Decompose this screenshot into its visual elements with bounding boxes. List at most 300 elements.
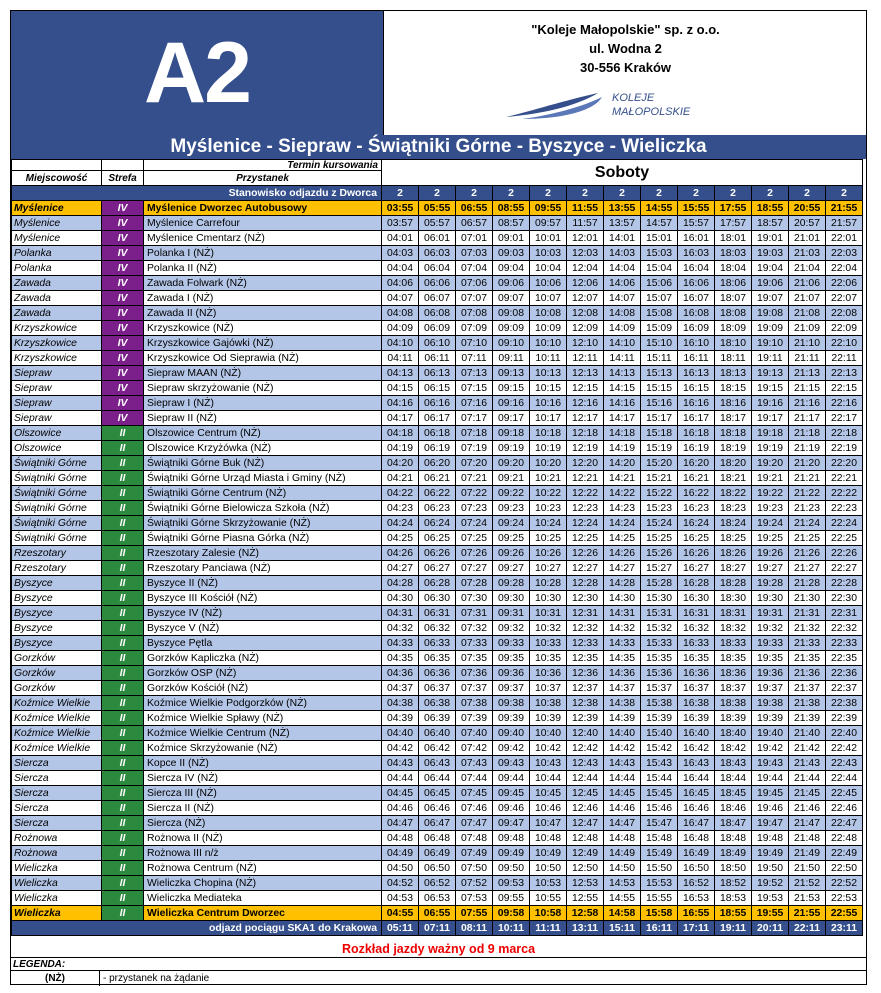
departure-time: 04:09 bbox=[382, 321, 419, 336]
departure-time: 09:55 bbox=[530, 201, 567, 216]
departure-time: 18:46 bbox=[715, 801, 752, 816]
departure-time: 14:58 bbox=[604, 906, 641, 921]
departure-time: 21:44 bbox=[789, 771, 826, 786]
col-town-header: Miejscowość bbox=[12, 171, 102, 186]
departure-time: 12:47 bbox=[567, 816, 604, 831]
departure-time: 22:37 bbox=[826, 681, 863, 696]
departure-time: 21:43 bbox=[789, 756, 826, 771]
timetable-row bbox=[12, 651, 863, 666]
departure-time: 15:04 bbox=[641, 261, 678, 276]
departure-time: 06:53 bbox=[419, 891, 456, 906]
departure-time: 21:10 bbox=[789, 336, 826, 351]
departure-time: 14:18 bbox=[604, 426, 641, 441]
timetable-row bbox=[12, 801, 863, 816]
departure-time: 04:39 bbox=[382, 711, 419, 726]
departure-time: 10:49 bbox=[530, 846, 567, 861]
departure-time: 21:07 bbox=[789, 291, 826, 306]
departure-time: 14:42 bbox=[604, 741, 641, 756]
departure-time: 06:35 bbox=[419, 651, 456, 666]
town-cell: Koźmice Wielkie bbox=[12, 726, 102, 741]
departure-time: 12:46 bbox=[567, 801, 604, 816]
departure-time: 16:52 bbox=[678, 876, 715, 891]
zone-cell: II bbox=[102, 441, 144, 456]
timetable-row bbox=[12, 246, 863, 261]
departure-time: 04:15 bbox=[382, 381, 419, 396]
departure-time: 12:26 bbox=[567, 546, 604, 561]
zone-cell: II bbox=[102, 876, 144, 891]
departure-time: 18:04 bbox=[715, 261, 752, 276]
departure-time: 16:03 bbox=[678, 246, 715, 261]
departure-time: 15:40 bbox=[641, 726, 678, 741]
zone-cell: II bbox=[102, 651, 144, 666]
departure-time: 16:33 bbox=[678, 636, 715, 651]
departure-time: 07:38 bbox=[456, 696, 493, 711]
departure-time: 12:07 bbox=[567, 291, 604, 306]
zone-cell: II bbox=[102, 681, 144, 696]
departure-time: 07:13 bbox=[456, 366, 493, 381]
departure-time: 05:55 bbox=[419, 201, 456, 216]
departure-time: 16:32 bbox=[678, 621, 715, 636]
departure-time: 15:25 bbox=[641, 531, 678, 546]
zone-cell: II bbox=[102, 711, 144, 726]
timetable-row bbox=[12, 711, 863, 726]
train-departure-time: 17:11 bbox=[678, 921, 715, 936]
departure-time: 04:45 bbox=[382, 786, 419, 801]
stop-cell: Świątniki Górne Urząd Miasta i Gminy (NŻ) bbox=[144, 471, 382, 486]
town-cell: Zawada bbox=[12, 306, 102, 321]
timetable-row bbox=[12, 441, 863, 456]
departure-time: 16:18 bbox=[678, 426, 715, 441]
departure-time: 10:20 bbox=[530, 456, 567, 471]
departure-time: 10:43 bbox=[530, 756, 567, 771]
departure-time: 10:38 bbox=[530, 696, 567, 711]
departure-time: 21:52 bbox=[789, 876, 826, 891]
departure-time: 06:55 bbox=[456, 201, 493, 216]
departure-time: 22:24 bbox=[826, 516, 863, 531]
departure-time: 18:55 bbox=[715, 906, 752, 921]
departure-time: 16:37 bbox=[678, 681, 715, 696]
departure-time: 19:39 bbox=[752, 711, 789, 726]
departure-time: 16:26 bbox=[678, 546, 715, 561]
departure-time: 12:22 bbox=[567, 486, 604, 501]
town-cell: Siercza bbox=[12, 786, 102, 801]
departure-time: 21:20 bbox=[789, 456, 826, 471]
departure-time: 18:35 bbox=[715, 651, 752, 666]
departure-time: 14:30 bbox=[604, 591, 641, 606]
departure-time: 04:01 bbox=[382, 231, 419, 246]
departure-time: 21:27 bbox=[789, 561, 826, 576]
departure-time: 22:28 bbox=[826, 576, 863, 591]
departure-time: 06:19 bbox=[419, 441, 456, 456]
departure-time: 11:57 bbox=[567, 216, 604, 231]
departure-time: 15:18 bbox=[641, 426, 678, 441]
town-cell: Wieliczka bbox=[12, 891, 102, 906]
departure-time: 15:38 bbox=[641, 696, 678, 711]
town-cell: Krzyszkowice bbox=[12, 336, 102, 351]
departure-time: 04:48 bbox=[382, 831, 419, 846]
departure-time: 06:25 bbox=[419, 531, 456, 546]
stop-cell: Polanka I (NŻ) bbox=[144, 246, 382, 261]
departure-time: 10:46 bbox=[530, 801, 567, 816]
departure-time: 10:40 bbox=[530, 726, 567, 741]
departure-time: 06:37 bbox=[419, 681, 456, 696]
departure-time: 18:13 bbox=[715, 366, 752, 381]
timetable-row bbox=[12, 516, 863, 531]
departure-time: 14:35 bbox=[604, 651, 641, 666]
departure-time: 12:01 bbox=[567, 231, 604, 246]
town-cell: Gorzków bbox=[12, 651, 102, 666]
departure-time: 21:13 bbox=[789, 366, 826, 381]
zone-cell: IV bbox=[102, 366, 144, 381]
town-cell: Myślenice bbox=[12, 231, 102, 246]
departure-time: 04:49 bbox=[382, 846, 419, 861]
town-cell: Rożnowa bbox=[12, 831, 102, 846]
departure-time: 06:43 bbox=[419, 756, 456, 771]
departure-time: 12:42 bbox=[567, 741, 604, 756]
departure-time: 14:43 bbox=[604, 756, 641, 771]
departure-time: 04:07 bbox=[382, 291, 419, 306]
departure-time: 10:39 bbox=[530, 711, 567, 726]
departure-time: 12:30 bbox=[567, 591, 604, 606]
departure-time: 18:47 bbox=[715, 816, 752, 831]
departure-time: 04:35 bbox=[382, 651, 419, 666]
timetable-row bbox=[12, 786, 863, 801]
departure-time: 16:44 bbox=[678, 771, 715, 786]
departure-time: 15:28 bbox=[641, 576, 678, 591]
departure-time: 14:46 bbox=[604, 801, 641, 816]
departure-time: 21:49 bbox=[789, 846, 826, 861]
departure-time: 09:16 bbox=[493, 396, 530, 411]
zone-cell: II bbox=[102, 576, 144, 591]
departure-time: 18:16 bbox=[715, 396, 752, 411]
timetable-row bbox=[12, 231, 863, 246]
departure-time: 22:44 bbox=[826, 771, 863, 786]
departure-time: 04:36 bbox=[382, 666, 419, 681]
departure-time: 15:19 bbox=[641, 441, 678, 456]
departure-time: 15:57 bbox=[678, 216, 715, 231]
departure-time: 15:39 bbox=[641, 711, 678, 726]
departure-time: 07:33 bbox=[456, 636, 493, 651]
departure-time: 04:52 bbox=[382, 876, 419, 891]
departure-time: 22:36 bbox=[826, 666, 863, 681]
timetable-row bbox=[12, 846, 863, 861]
departure-time: 09:44 bbox=[493, 771, 530, 786]
train-departure-time: 23:11 bbox=[826, 921, 863, 936]
zone-cell: II bbox=[102, 546, 144, 561]
departure-time: 21:36 bbox=[789, 666, 826, 681]
zone-cell: IV bbox=[102, 381, 144, 396]
departure-time: 14:38 bbox=[604, 696, 641, 711]
departure-time: 22:16 bbox=[826, 396, 863, 411]
town-cell: Krzyszkowice bbox=[12, 321, 102, 336]
platform-number: 2 bbox=[456, 186, 493, 201]
town-cell: Byszyce bbox=[12, 576, 102, 591]
departure-time: 04:03 bbox=[382, 246, 419, 261]
departure-time: 09:37 bbox=[493, 681, 530, 696]
departure-time: 19:27 bbox=[752, 561, 789, 576]
departure-time: 06:47 bbox=[419, 816, 456, 831]
departure-time: 10:28 bbox=[530, 576, 567, 591]
departure-time: 22:40 bbox=[826, 726, 863, 741]
departure-time: 12:40 bbox=[567, 726, 604, 741]
departure-time: 04:31 bbox=[382, 606, 419, 621]
departure-time: 14:13 bbox=[604, 366, 641, 381]
departure-time: 07:55 bbox=[456, 906, 493, 921]
stop-cell: Wieliczka Mediateka bbox=[144, 891, 382, 906]
departure-time: 12:04 bbox=[567, 261, 604, 276]
zone-cell: IV bbox=[102, 261, 144, 276]
departure-time: 12:31 bbox=[567, 606, 604, 621]
departure-time: 21:47 bbox=[789, 816, 826, 831]
zone-cell: IV bbox=[102, 216, 144, 231]
departure-time: 14:25 bbox=[604, 531, 641, 546]
departure-time: 14:36 bbox=[604, 666, 641, 681]
timetable-page bbox=[10, 10, 867, 985]
departure-time: 07:23 bbox=[456, 501, 493, 516]
departure-time: 15:31 bbox=[641, 606, 678, 621]
departure-time: 16:20 bbox=[678, 456, 715, 471]
departure-time: 14:22 bbox=[604, 486, 641, 501]
departure-time: 07:03 bbox=[456, 246, 493, 261]
town-cell: Świątniki Górne bbox=[12, 501, 102, 516]
town-cell: Olszowice bbox=[12, 441, 102, 456]
company-panel bbox=[383, 11, 867, 135]
departure-time: 15:08 bbox=[641, 306, 678, 321]
departure-time: 16:35 bbox=[678, 651, 715, 666]
departure-time: 19:03 bbox=[752, 246, 789, 261]
departure-time: 04:40 bbox=[382, 726, 419, 741]
departure-time: 21:31 bbox=[789, 606, 826, 621]
koleje-malopolskie-logo bbox=[502, 83, 722, 127]
company-city: 30-556 Kraków bbox=[579, 60, 672, 75]
departure-time: 18:49 bbox=[715, 846, 752, 861]
departure-time: 14:11 bbox=[604, 351, 641, 366]
departure-time: 14:47 bbox=[604, 816, 641, 831]
departure-time: 06:36 bbox=[419, 666, 456, 681]
departure-time: 15:20 bbox=[641, 456, 678, 471]
day-type: Soboty bbox=[382, 160, 863, 186]
departure-time: 12:33 bbox=[567, 636, 604, 651]
departure-time: 09:04 bbox=[493, 261, 530, 276]
departure-time: 06:38 bbox=[419, 696, 456, 711]
departure-time: 22:38 bbox=[826, 696, 863, 711]
departure-time: 15:11 bbox=[641, 351, 678, 366]
departure-time: 10:04 bbox=[530, 261, 567, 276]
town-cell: Wieliczka bbox=[12, 861, 102, 876]
timetable-row bbox=[12, 216, 863, 231]
departure-time: 06:24 bbox=[419, 516, 456, 531]
departure-time: 10:15 bbox=[530, 381, 567, 396]
departure-time: 18:50 bbox=[715, 861, 752, 876]
stop-cell: Gorzków OSP (NŻ) bbox=[144, 666, 382, 681]
stop-cell: Polanka II (NŻ) bbox=[144, 261, 382, 276]
departure-time: 06:48 bbox=[419, 831, 456, 846]
timetable-row bbox=[12, 891, 863, 906]
departure-time: 14:03 bbox=[604, 246, 641, 261]
departure-time: 19:40 bbox=[752, 726, 789, 741]
stop-cell: Siepraw skrzyżowanie (NŻ) bbox=[144, 381, 382, 396]
timetable-row bbox=[12, 696, 863, 711]
departure-time: 18:23 bbox=[715, 501, 752, 516]
zone-cell: II bbox=[102, 621, 144, 636]
departure-time: 07:10 bbox=[456, 336, 493, 351]
departure-time: 04:30 bbox=[382, 591, 419, 606]
zone-cell: II bbox=[102, 816, 144, 831]
departure-time: 18:24 bbox=[715, 516, 752, 531]
departure-time: 22:33 bbox=[826, 636, 863, 651]
departure-time: 21:30 bbox=[789, 591, 826, 606]
departure-time: 09:06 bbox=[493, 276, 530, 291]
departure-time: 21:19 bbox=[789, 441, 826, 456]
departure-time: 09:42 bbox=[493, 741, 530, 756]
departure-time: 07:15 bbox=[456, 381, 493, 396]
route-code: A2 bbox=[144, 24, 250, 121]
departure-time: 10:22 bbox=[530, 486, 567, 501]
town-cell: Zawada bbox=[12, 276, 102, 291]
timetable-row bbox=[12, 621, 863, 636]
departure-time: 14:09 bbox=[604, 321, 641, 336]
zone-cell: II bbox=[102, 741, 144, 756]
departure-time: 12:19 bbox=[567, 441, 604, 456]
departure-time: 07:06 bbox=[456, 276, 493, 291]
departure-time: 09:03 bbox=[493, 246, 530, 261]
departure-time: 07:46 bbox=[456, 801, 493, 816]
departure-time: 07:17 bbox=[456, 411, 493, 426]
departure-time: 21:25 bbox=[789, 531, 826, 546]
town-cell: Siercza bbox=[12, 771, 102, 786]
stop-cell: Byszyce V (NŻ) bbox=[144, 621, 382, 636]
departure-time: 07:27 bbox=[456, 561, 493, 576]
town-cell: Siercza bbox=[12, 801, 102, 816]
departure-time: 15:01 bbox=[641, 231, 678, 246]
departure-time: 07:01 bbox=[456, 231, 493, 246]
departure-time: 12:13 bbox=[567, 366, 604, 381]
platform-number: 2 bbox=[789, 186, 826, 201]
departure-time: 12:38 bbox=[567, 696, 604, 711]
departure-time: 04:22 bbox=[382, 486, 419, 501]
departure-time: 04:06 bbox=[382, 276, 419, 291]
departure-time: 15:10 bbox=[641, 336, 678, 351]
departure-time: 06:52 bbox=[419, 876, 456, 891]
train-departure-time: 08:11 bbox=[456, 921, 493, 936]
stop-cell: Myślenice Dworzec Autobusowy bbox=[144, 201, 382, 216]
zone-cell: II bbox=[102, 906, 144, 921]
departure-time: 22:43 bbox=[826, 756, 863, 771]
departure-time: 07:28 bbox=[456, 576, 493, 591]
departure-time: 19:15 bbox=[752, 381, 789, 396]
town-cell: Świątniki Górne bbox=[12, 486, 102, 501]
departure-time: 14:50 bbox=[604, 861, 641, 876]
departure-time: 08:55 bbox=[493, 201, 530, 216]
zone-cell: II bbox=[102, 726, 144, 741]
timetable-row bbox=[12, 306, 863, 321]
timetable-row bbox=[12, 681, 863, 696]
departure-time: 18:37 bbox=[715, 681, 752, 696]
departure-time: 04:33 bbox=[382, 636, 419, 651]
stop-cell: Krzyszkowice Od Sieprawia (NŻ) bbox=[144, 351, 382, 366]
timetable-row bbox=[12, 741, 863, 756]
stop-cell: Byszyce II (NŻ) bbox=[144, 576, 382, 591]
departure-time: 22:48 bbox=[826, 831, 863, 846]
stop-cell: Rzeszotary Zalesie (NŻ) bbox=[144, 546, 382, 561]
departure-time: 07:44 bbox=[456, 771, 493, 786]
train-departure-time: 19:11 bbox=[715, 921, 752, 936]
departure-time: 14:17 bbox=[604, 411, 641, 426]
departure-time: 14:07 bbox=[604, 291, 641, 306]
departure-time: 09:33 bbox=[493, 636, 530, 651]
departure-time: 16:53 bbox=[678, 891, 715, 906]
departure-time: 07:36 bbox=[456, 666, 493, 681]
town-cell: Siepraw bbox=[12, 366, 102, 381]
departure-time: 21:55 bbox=[789, 906, 826, 921]
departure-time: 10:55 bbox=[530, 891, 567, 906]
departure-time: 18:39 bbox=[715, 711, 752, 726]
departure-time: 07:48 bbox=[456, 831, 493, 846]
town-cell: Myślenice bbox=[12, 216, 102, 231]
departure-time: 04:28 bbox=[382, 576, 419, 591]
departure-time: 19:10 bbox=[752, 336, 789, 351]
timetable-row bbox=[12, 636, 863, 651]
timetable-row bbox=[12, 276, 863, 291]
departure-time: 22:55 bbox=[826, 906, 863, 921]
town-cell: Koźmice Wielkie bbox=[12, 696, 102, 711]
timetable-row bbox=[12, 456, 863, 471]
town-cell: Świątniki Górne bbox=[12, 516, 102, 531]
departure-time: 04:13 bbox=[382, 366, 419, 381]
departure-time: 18:52 bbox=[715, 876, 752, 891]
departure-time: 21:28 bbox=[789, 576, 826, 591]
zone-cell: IV bbox=[102, 306, 144, 321]
departure-time: 09:50 bbox=[493, 861, 530, 876]
zone-cell: II bbox=[102, 771, 144, 786]
departure-time: 21:11 bbox=[789, 351, 826, 366]
departure-time: 04:37 bbox=[382, 681, 419, 696]
departure-time: 09:49 bbox=[493, 846, 530, 861]
legend-abbr: (NŻ) bbox=[11, 971, 100, 986]
departure-time: 15:26 bbox=[641, 546, 678, 561]
departure-time: 07:08 bbox=[456, 306, 493, 321]
zone-cell: II bbox=[102, 516, 144, 531]
departure-time: 19:48 bbox=[752, 831, 789, 846]
departure-time: 12:37 bbox=[567, 681, 604, 696]
departure-time: 06:07 bbox=[419, 291, 456, 306]
departure-time: 06:21 bbox=[419, 471, 456, 486]
departure-time: 06:42 bbox=[419, 741, 456, 756]
departure-time: 07:50 bbox=[456, 861, 493, 876]
departure-time: 14:15 bbox=[604, 381, 641, 396]
departure-time: 07:18 bbox=[456, 426, 493, 441]
departure-time: 07:20 bbox=[456, 456, 493, 471]
departure-time: 06:39 bbox=[419, 711, 456, 726]
stop-cell: Myślenice Cmentarz (NŻ) bbox=[144, 231, 382, 246]
departure-time: 06:44 bbox=[419, 771, 456, 786]
departure-time: 16:08 bbox=[678, 306, 715, 321]
departure-time: 21:03 bbox=[789, 246, 826, 261]
departure-time: 16:07 bbox=[678, 291, 715, 306]
departure-time: 09:32 bbox=[493, 621, 530, 636]
departure-time: 06:31 bbox=[419, 606, 456, 621]
timetable-row bbox=[12, 396, 863, 411]
departure-time: 09:40 bbox=[493, 726, 530, 741]
departure-time: 12:32 bbox=[567, 621, 604, 636]
departure-time: 21:45 bbox=[789, 786, 826, 801]
departure-time: 18:28 bbox=[715, 576, 752, 591]
departure-time: 12:06 bbox=[567, 276, 604, 291]
departure-time: 04:08 bbox=[382, 306, 419, 321]
departure-time: 09:39 bbox=[493, 711, 530, 726]
departure-time: 19:46 bbox=[752, 801, 789, 816]
departure-time: 19:36 bbox=[752, 666, 789, 681]
